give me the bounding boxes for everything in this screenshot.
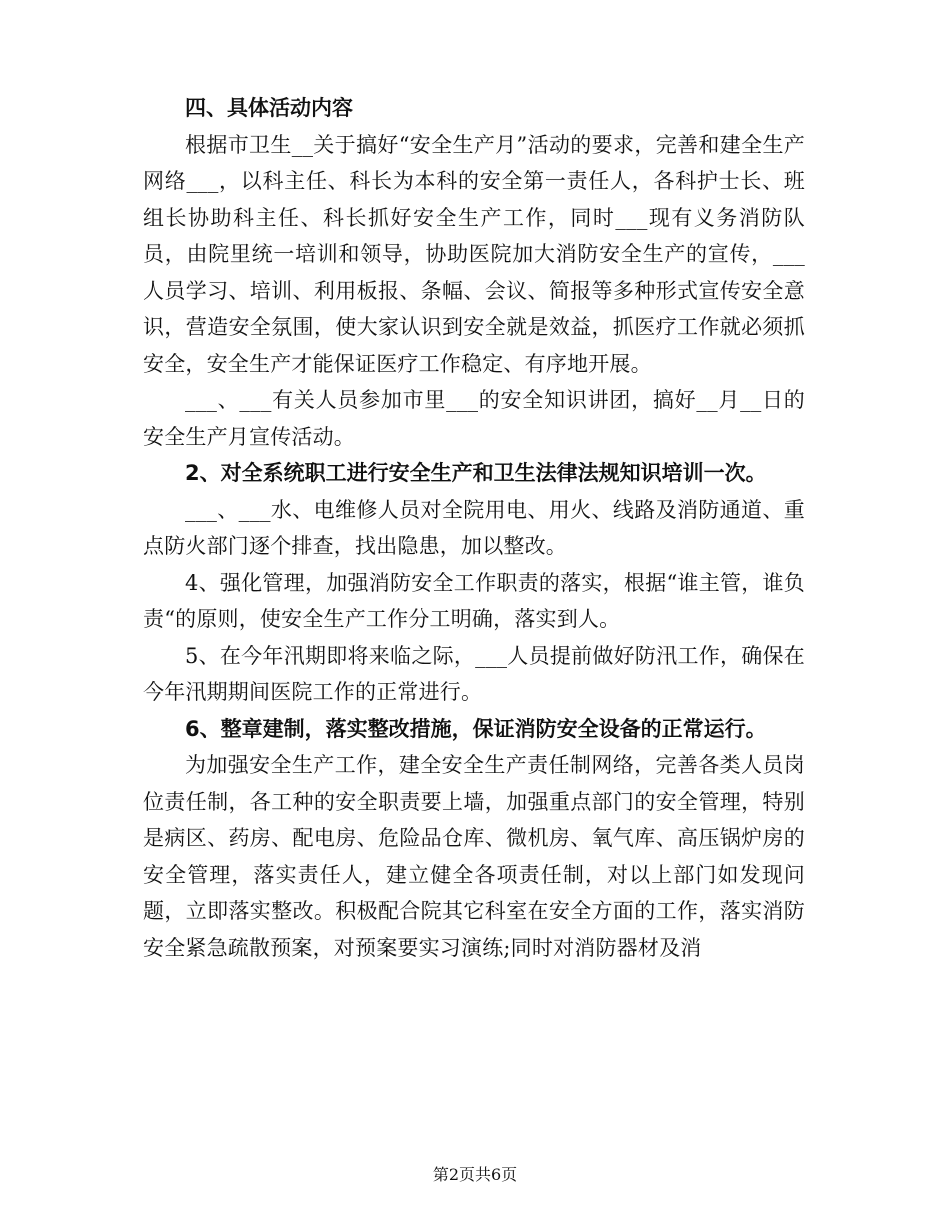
document-body	[143, 90, 805, 966]
heading-item-6: 6、整章建制，落实整改措施，保证消防安全设备的正常运行。	[185, 716, 767, 741]
page-number-footer: 第2页共6页	[432, 1165, 518, 1184]
paragraph-3: ___、___水、电维修人员对全院用电、用火、线路及消防通道、重点防火部门逐个排查，找出隐患，加以整改。	[143, 497, 805, 558]
heading-item-2: 2、对全系统职工进行安全生产和卫生法律法规知识培训一次。	[185, 461, 767, 485]
paragraph-4: 4、强化管理，加强消防安全工作职责的落实，根据“谁主管，谁负责“的原则，使安全生产工作分工明确，落实到人。	[143, 570, 805, 631]
paragraph-2: ___、___有关人员参加市里___的安全知识讲团，搞好__月__日的安全生产月宣传活动。	[143, 388, 805, 449]
paragraph-5: 5、在今年汛期即将来临之际，___人员提前做好防汛工作，确保在今年汛期期间医院工作的正常进行。	[143, 643, 805, 704]
paragraph-1: 根据市卫生__关于搞好“安全生产月”活动的要求，完善和建全生产网络___，以科主任、科长为本科的安全第一责任人，各科护士长、班组长协助科主任、科长抓好安全生产工作，同时___现有义务消防队员，由院里统一培训和领导，协助医院加大消防安全生产的宣传，___人员学习、培训、利用板报、条幅、会议、简报等多种形式宣传安全意识，营造安全氛围，使大家认识到安全就是效益，抓医疗工作就必须抓安全，安全生产才能保证医疗工作稳定、有序地开展。	[143, 132, 805, 376]
section-heading: 四、具体活动内容	[185, 96, 353, 120]
paragraph-6: 为加强安全生产工作，建全安全生产责任制网络，完善各类人员岗位责任制，各工种的安全职责要上墙，加强重点部门的安全管理，特别是病区、药房、配电房、危险品仓库、微机房、氧气库、高压锅炉房的安全管理，落实责任人，建立健全各项责任制，对以上部门如发现问题，立即落实整改。积极配合院其它科室在安全方面的工作，落实消防安全紧急疏散预案，对预案要实习演练;同时对消防器材及消	[143, 753, 805, 960]
